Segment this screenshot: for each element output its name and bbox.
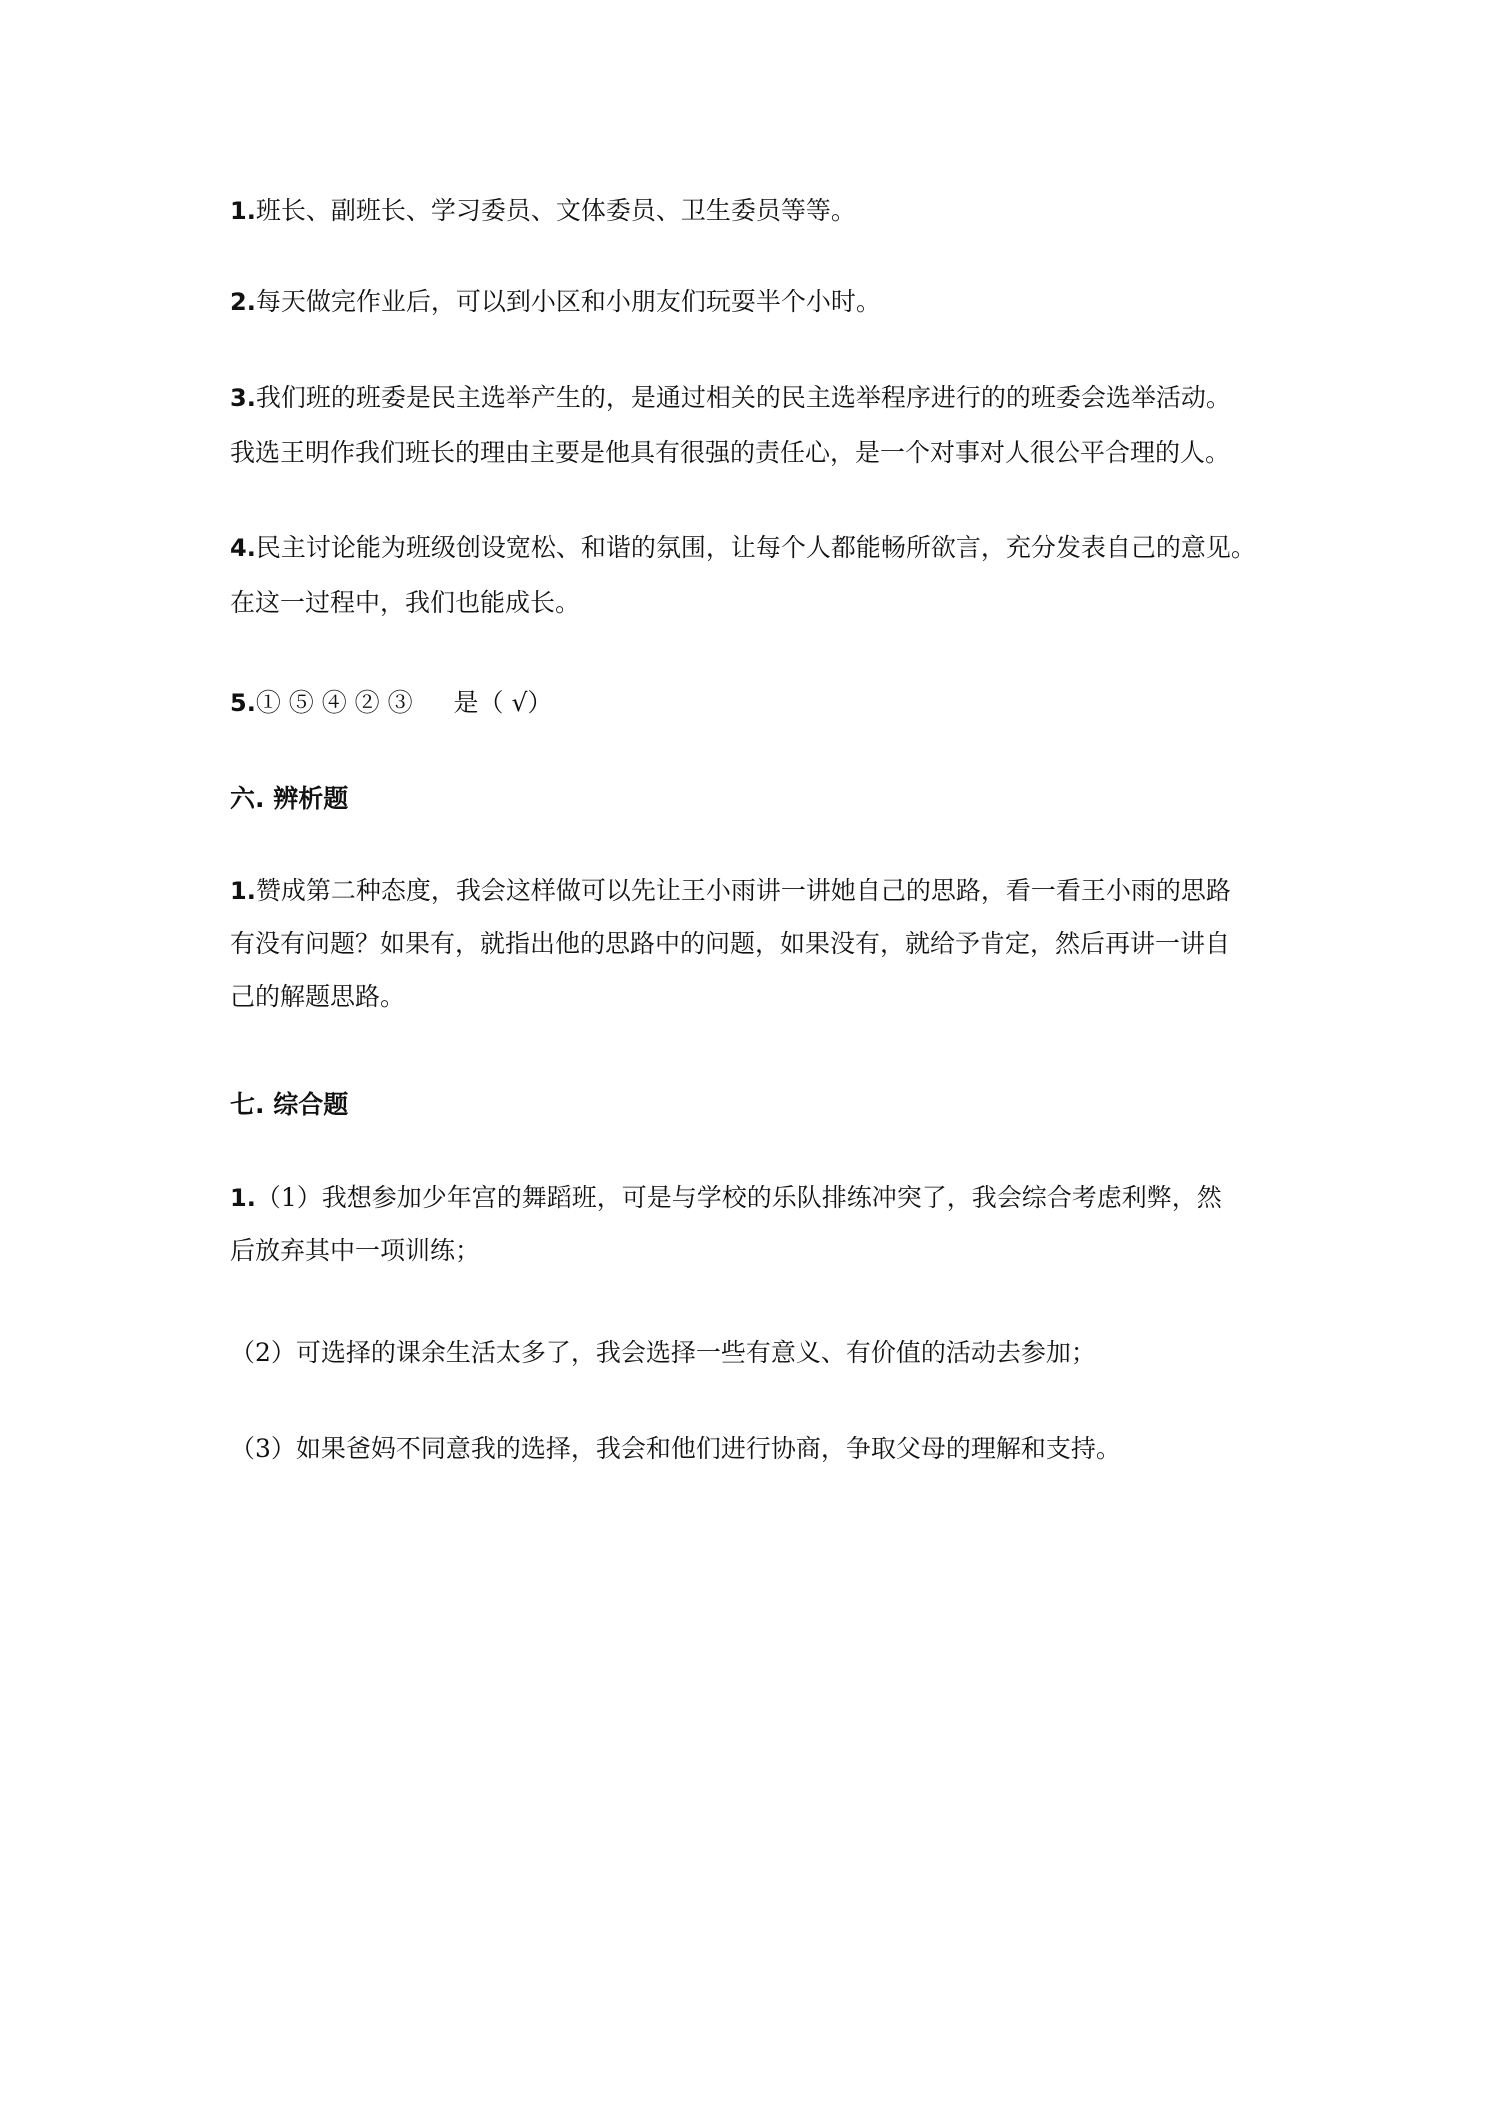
answer-text: 班长、副班长、学习委员、文体委员、卫生委员等等。 [255,196,856,225]
answer-item [230,1181,1270,1268]
answer-text: 每天做完作业后，可以到小区和小朋友们玩耍半个小时。 [255,287,881,316]
answer-text: 民主讨论能为班级创设宽松、和谐的氛围，让每个人都能畅所欲言，充分发表自己的意见。 [255,533,1256,562]
answer-item [230,381,1270,470]
answer-text: 后放弃其中一项训练； [230,1236,481,1265]
answer-item [230,194,1270,228]
answer-number: 4. [230,534,256,562]
answer-number: 2. [230,288,256,316]
answer-text: 己的解题思路。 [230,982,406,1011]
answer-text: ① ⑤ ④ ② ③ 是（ √） [255,688,553,717]
answer-number: 1. [230,197,256,225]
answer-item [230,874,1270,1014]
answer-text: 赞成第二种态度，我会这样做可以先让王小雨讲一讲她自己的思路，看一看王小雨的思路 [255,876,1231,905]
answer-item [230,531,1270,620]
answer-text: 我选王明作我们班长的理由主要是他具有很强的责任心，是一个对事对人很公平合理的人。 [230,438,1231,467]
answer-number: 5. [230,689,256,717]
section-heading: 七. 综合题 [230,1090,349,1119]
answer-item [230,285,1270,319]
answer-number: 1. [230,1184,256,1212]
answer-number: 3. [230,384,256,412]
answer-text: 我们班的班委是民主选举产生的，是通过相关的民主选举程序进行的的班委会选举活动。 [255,383,1231,412]
answer-text: 有没有问题？如果有，就指出他的思路中的问题，如果没有，就给予肯定，然后再讲一讲自 [230,929,1231,958]
answer-text: （1）我想参加少年宫的舞蹈班，可是与学校的乐队排练冲突了，我会综合考虑利弊，然 [255,1183,1222,1212]
answer-subitem: （3）如果爸妈不同意我的选择，我会和他们进行协商，争取父母的理解和支持。 [230,1434,1121,1463]
answer-number: 1. [230,877,256,905]
answer-subitem: （2）可选择的课余生活太多了，我会选择一些有意义、有价值的活动去参加； [230,1338,1096,1367]
answer-item [230,686,1270,720]
answer-text: 在这一过程中，我们也能成长。 [230,588,581,617]
section-heading: 六. 辨析题 [230,784,349,813]
